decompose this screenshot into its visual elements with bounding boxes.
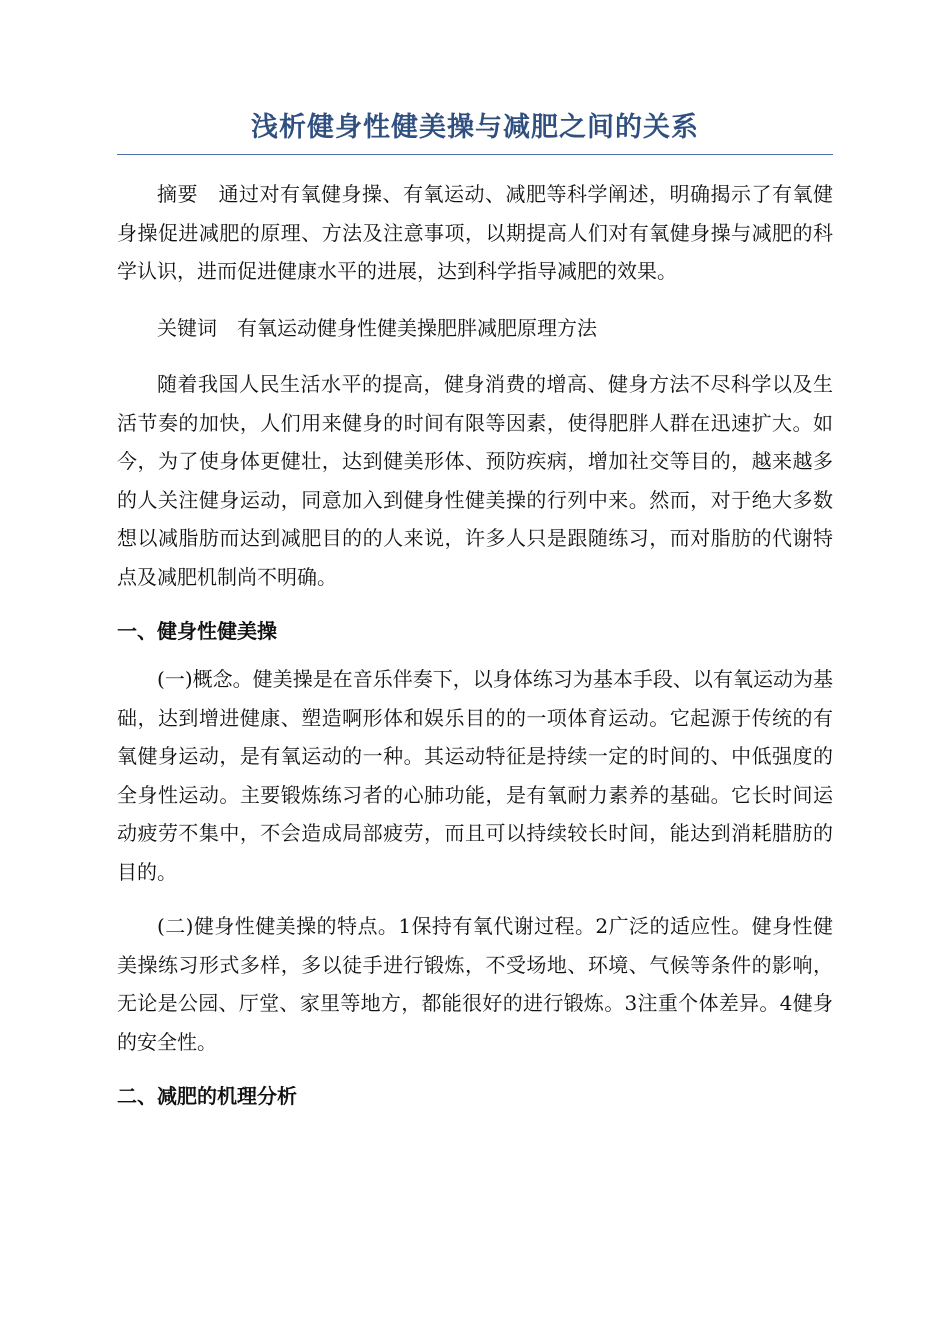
abstract-text: 通过对有氧健身操、有氧运动、减肥等科学阐述，明确揭示了有氧健身操促进减肥的原理、方法及注意事项，以期提高人们对有氧健身操与减肥的科学认识，进而促进健康水平的进展，达到科学指导减肥的效果。 [117,182,833,283]
keywords-paragraph [117,309,833,348]
keywords-label: 关键词 [157,315,217,340]
document-title: 浅析健身性健美操与减肥之间的关系 [117,108,833,155]
concept-paragraph: (一)概念。健美操是在音乐伴奏下，以身体练习为基本手段、以有氧运动为基础，达到增进健康、塑造啊形体和娱乐目的的一项体育运动。它起源于传统的有氧健身运动，是有氧运动的一种。其运动特征是持续一定的时间的、中低强度的全身性运动。主要锻炼练习者的心肺功能，是有氧耐力素养的基础。它长时间运动疲劳不集中，不会造成局部疲劳，而且可以持续较长时间，能达到消耗腊肪的目的。 [117,667,833,884]
intro-paragraph: 随着我国人民生活水平的提高，健身消费的增高、健身方法不尽科学以及生活节奏的加快，人们用来健身的时间有限等因素，使得肥胖人群在迅速扩大。如今，为了使身体更健壮，达到健美形体、预防疾病，增加社交等目的，越来越多的人关注健身运动，同意加入到健身性健美操的行列中来。然而，对于绝大多数想以减脂肪而达到减肥目的的人来说，许多人只是跟随练习，而对脂肪的代谢特点及减肥机制尚不明确。 [117,372,833,589]
abstract-paragraph [117,175,833,291]
section-heading-weight-loss-mechanism: 二、减肥的机理分析 [117,1084,297,1108]
section-heading-fitness-aerobics: 一、健身性健美操 [117,619,277,643]
abstract-label: 摘要 [157,182,198,206]
keywords-text: 有氧运动健身性健美操肥胖减肥原理方法 [237,315,597,340]
document-page [117,108,833,1115]
features-paragraph: (二)健身性健美操的特点。1保持有氧代谢过程。2广泛的适应性。健身性健美操练习形式多样，多以徒手进行锻炼，不受场地、环境、气候等条件的影响，无论是公园、厅堂、家里等地方，都能很好的进行锻炼。3注重个体差异。4健身的安全性。 [117,914,833,1054]
